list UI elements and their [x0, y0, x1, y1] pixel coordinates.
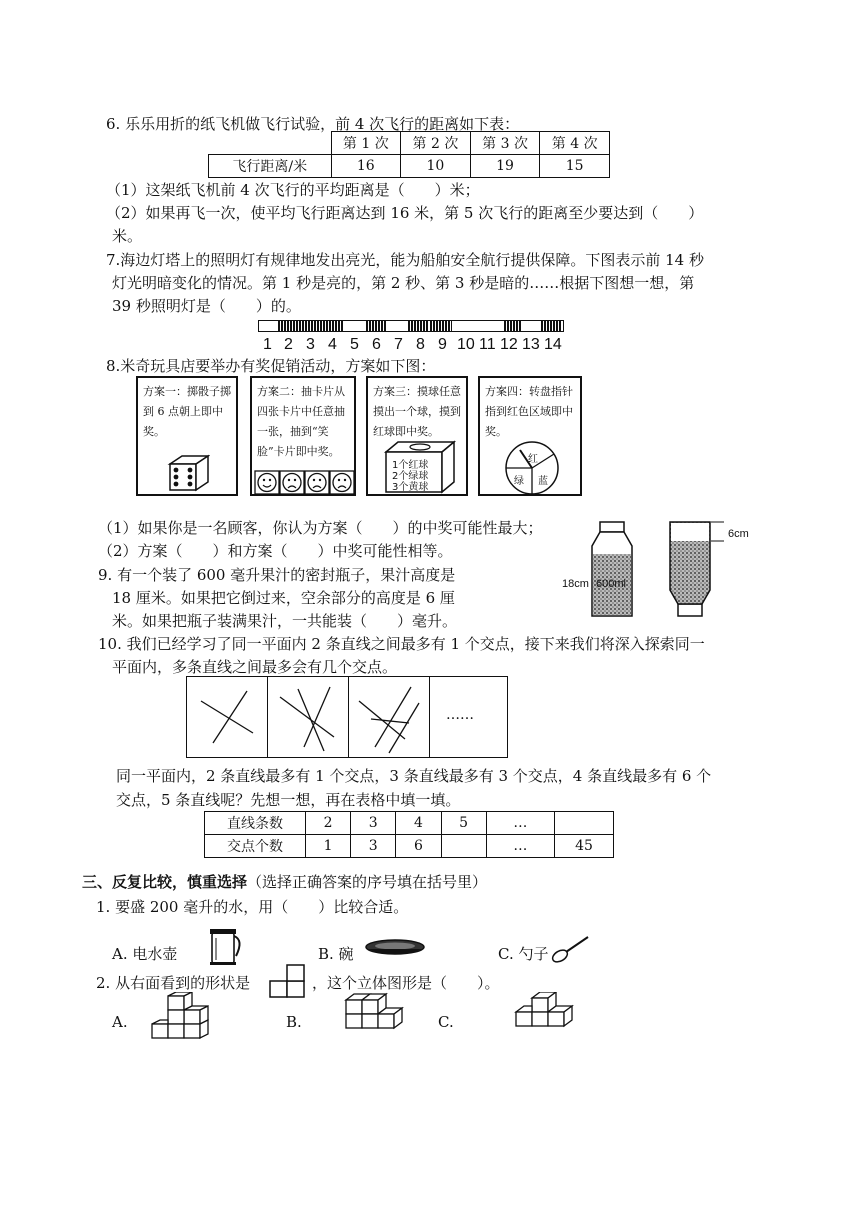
dark-segment	[541, 321, 561, 331]
row2-cell: 1	[306, 835, 351, 858]
q9-line3: 米。如果把瓶子装满果汁，一共能装（ ）毫升。	[112, 612, 458, 630]
row2-label: 交点个数	[205, 835, 306, 858]
plan-2-text: 方案二：抽卡片从四张卡片中任意抽一张，抽到“笑脸”卡片即中奖。	[257, 385, 345, 458]
q6-value-1: 16	[331, 155, 401, 178]
q2-option-a: A.	[112, 1013, 128, 1031]
q9-line1: 9. 有一个装了 600 毫升果汁的密封瓶子，果汁高度是	[98, 566, 456, 584]
spinner-blue-label: 蓝	[538, 476, 548, 487]
plan-3-card	[366, 376, 468, 496]
light-timeline	[258, 320, 564, 332]
row1-cell: 5	[441, 812, 486, 835]
ball-yellow: 3个黄球	[392, 482, 429, 493]
plan-4-text: 方案四：转盘指针指到红色区域即中奖。	[485, 385, 573, 438]
face-cards-icon	[254, 470, 356, 496]
section3-title-note: （选择正确答案的序号填在括号里）	[247, 873, 488, 891]
second-label: 9	[438, 336, 447, 353]
second-label: 4	[328, 336, 337, 353]
second-label: 1	[263, 336, 272, 353]
second-label: 14	[544, 336, 562, 353]
section3-title-main: 三、反复比较，慎重选择	[82, 873, 248, 891]
ball-green: 2个绿球	[392, 471, 429, 482]
two-lines-cell	[187, 677, 268, 757]
q10-line1: 10. 我们已经学习了同一平面内 2 条直线之间最多有 1 个交点，接下来我们将深入探索同一	[98, 635, 705, 653]
q10-table	[204, 811, 614, 858]
row2-cell: 3	[351, 835, 396, 858]
q6-header-2: 第 2 次	[401, 132, 471, 155]
plan-3-text: 方案三：摸球任意摸出一个球，摸到红球即中奖。	[373, 385, 461, 438]
bottles-figure	[590, 520, 740, 620]
spoon-icon	[550, 934, 590, 964]
section3-title	[82, 872, 487, 892]
spinner-red-label: 红	[528, 454, 538, 465]
two-lines-drawing	[187, 677, 267, 757]
q8-sub1: （1）如果你是一名顾客，你认为方案（ ）的中奖可能性最大；	[98, 519, 543, 537]
right-view-shape-icon	[268, 963, 308, 999]
q9-line2: 18 厘米。如果把它倒过来，空余部分的高度是 6 厘	[112, 589, 455, 607]
dark-segment	[278, 321, 344, 331]
sec3-q2a: 2. 从右面看到的形状是	[96, 974, 251, 992]
q6-header-3: 第 3 次	[470, 132, 540, 155]
second-label: 12	[500, 336, 518, 353]
ellipsis: ……	[446, 707, 474, 723]
q7-line1: 7.海边灯塔上的照明灯有规律地发出亮光，能为船舶安全航行提供保障。下图表示前 14 秒	[106, 251, 704, 269]
option-c: C. 勺子	[498, 945, 549, 963]
dark-segment	[408, 321, 428, 331]
q6-table	[208, 131, 610, 178]
three-lines-drawing	[268, 677, 348, 757]
second-label: 3	[306, 336, 315, 353]
row2-cell: 6	[396, 835, 441, 858]
lines-figure	[186, 676, 508, 758]
second-label: 8	[416, 336, 425, 353]
q2-option-c: C.	[438, 1013, 454, 1031]
second-label: 13	[522, 336, 540, 353]
q6-value-4: 15	[540, 155, 610, 178]
q6-header-1: 第 1 次	[331, 132, 401, 155]
dark-segment	[366, 321, 386, 331]
q2-option-b: B.	[286, 1013, 302, 1031]
plan-1-card	[136, 376, 238, 496]
three-lines-cell	[268, 677, 349, 757]
bowl-icon	[364, 938, 426, 960]
q8-sub2: （2）方案（ ）和方案（ ）中奖可能性相等。	[98, 542, 453, 560]
cube-figure-b	[340, 992, 406, 1038]
kettle-icon	[206, 926, 244, 966]
plan-2-card	[250, 376, 356, 496]
dice-icon	[166, 452, 210, 492]
label-18cm: 18cm	[562, 578, 589, 590]
sec3-q1: 1. 要盛 200 毫升的水，用（ ）比较合适。	[96, 898, 409, 916]
row2-cell: …	[486, 835, 554, 858]
q6-sub1: （1）这架纸飞机前 4 次飞行的平均距离是（ ）米；	[106, 181, 480, 199]
row2-cell-blank[interactable]	[441, 835, 486, 858]
dark-segment	[504, 321, 522, 331]
q6-header-empty	[209, 132, 332, 155]
second-label: 6	[372, 336, 381, 353]
option-b: B. 碗	[318, 945, 354, 963]
plan-4-card	[478, 376, 582, 496]
row1-cell-blank[interactable]	[555, 812, 614, 835]
plan-1-text: 方案一：掷骰子掷到 6 点朝上即中奖。	[143, 385, 231, 438]
label-6cm: 6cm	[728, 528, 749, 540]
q7-line2: 灯光明暗变化的情况。第 1 秒是亮的，第 2 秒、第 3 秒是暗的……根据下图想一想，第	[112, 274, 695, 292]
q6-row-label: 飞行距离/米	[209, 155, 332, 178]
q8-intro: 8.米奇玩具店要举办有奖促销活动，方案如下图：	[106, 357, 436, 375]
sec3-q2b: ，这个立体图形是（ ）。	[312, 974, 500, 992]
option-a: A. 电水壶	[112, 945, 178, 963]
row2-cell: 45	[555, 835, 614, 858]
q6-intro: 6. 乐乐用折的纸飞机做飞行试验，前 4 次飞行的距离如下表：	[106, 115, 520, 133]
q10-line2: 平面内，多条直线之间最多会有几个交点。	[112, 658, 398, 676]
row1-cell: 4	[396, 812, 441, 835]
dark-segment	[430, 321, 452, 331]
four-lines-cell	[349, 677, 430, 757]
second-label: 5	[350, 336, 359, 353]
second-label: 7	[394, 336, 403, 353]
cube-figure-c	[510, 992, 576, 1038]
q6-value-2: 10	[401, 155, 471, 178]
spinner-green-label: 绿	[514, 476, 524, 487]
second-label: 2	[284, 336, 293, 353]
cube-figure-a	[146, 992, 212, 1048]
q6-sub2a: （2）如果再飞一次，使平均飞行距离达到 16 米，第 5 次飞行的距离至少要达到（ ）	[106, 204, 704, 222]
q6-sub2b: 米。	[112, 227, 143, 245]
q6-header-4: 第 4 次	[540, 132, 610, 155]
q7-line3: 39 秒照明灯是（ ）的。	[112, 297, 301, 315]
q10-line3: 同一平面内，2 条直线最多有 1 个交点，3 条直线最多有 3 个交点，4 条直线最多有 6 个	[116, 767, 712, 785]
ball-red: 1个红球	[392, 460, 429, 471]
row1-cell: 3	[351, 812, 396, 835]
row1-cell: …	[486, 812, 554, 835]
label-600ml: 600ml	[596, 578, 626, 590]
q10-line4: 交点，5 条直线呢？先想一想，再在表格中填一填。	[116, 791, 461, 809]
ball-list	[392, 460, 428, 493]
row1-label: 直线条数	[205, 812, 306, 835]
more-lines-cell	[430, 677, 507, 757]
q6-value-3: 19	[470, 155, 540, 178]
four-lines-drawing	[349, 677, 429, 757]
row1-cell: 2	[306, 812, 351, 835]
second-label: 10	[457, 336, 475, 353]
second-label: 11	[479, 336, 496, 353]
